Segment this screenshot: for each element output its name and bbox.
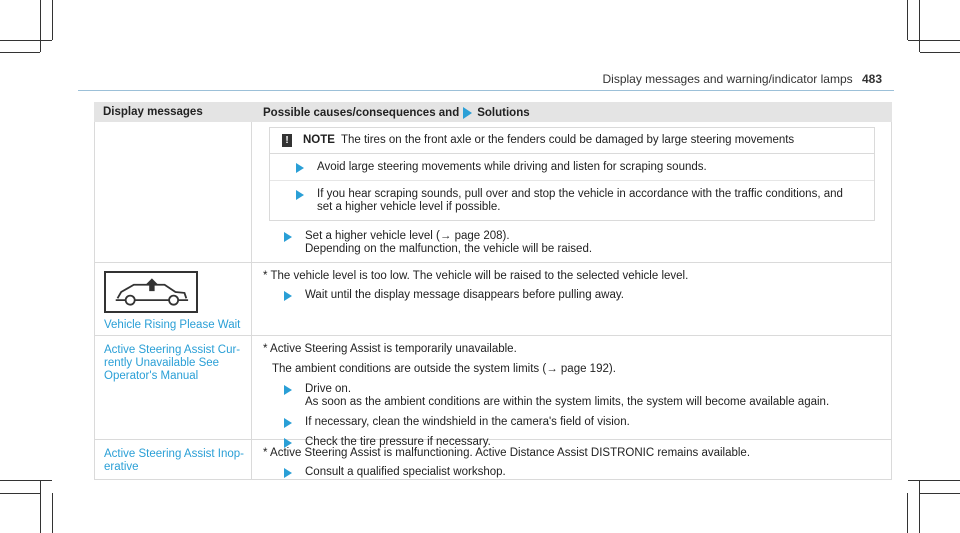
note-text: The tires on the front axle or the fenders could be damaged by large steering movements [340, 134, 795, 146]
note-item-text: Avoid large steering movements while driving and listen for scraping sounds. [317, 161, 707, 173]
header-rule [78, 90, 894, 91]
crop-mark [908, 40, 960, 41]
solution-step [263, 416, 881, 429]
note-label: NOTE [303, 134, 335, 146]
solution-step [263, 383, 881, 409]
step-arrow-icon [296, 163, 304, 173]
note-box [269, 127, 875, 221]
note-header [270, 128, 874, 154]
cause-text: * Active Steering Assist is malfunctioning. Active Distance Assist DISTRONIC remains available. [263, 447, 751, 459]
crop-mark [0, 40, 52, 41]
solution-cell [252, 263, 892, 335]
crop-mark [920, 52, 960, 53]
page-number: 483 [861, 72, 882, 86]
crop-mark [919, 480, 920, 533]
vehicle-raise-icon [104, 271, 198, 313]
page-header [603, 72, 883, 86]
note-item-line: If you hear scraping sounds, pull over and stop the vehicle in accordance with the traffic conditions, and [317, 188, 843, 200]
table-header [94, 102, 892, 122]
display-message-line: Active Steering Assist Cur- [104, 344, 241, 356]
note-item [270, 154, 874, 181]
crop-mark [40, 480, 41, 533]
table-row [94, 336, 892, 448]
crop-mark [0, 493, 40, 494]
display-message-line: Active Steering Assist Inop- [104, 448, 244, 460]
step-text: Wait until the display message disappears before pulling away. [305, 289, 624, 301]
solution-step [263, 289, 881, 302]
step-line: As soon as the ambient conditions are within the system limits, the system will become available again. [305, 396, 830, 408]
step-arrow-icon [284, 418, 292, 428]
section-title: Display messages and warning/indicator lamps [602, 72, 853, 86]
crop-mark [0, 52, 40, 53]
cause-text: * The vehicle level is too low. The vehicle will be raised to the selected vehicle level. [263, 270, 689, 282]
step-line: Drive on. [305, 383, 352, 395]
solution-step [263, 466, 881, 479]
col-header-causes [252, 102, 892, 122]
table-row [94, 122, 892, 263]
solution-arrow-icon [463, 107, 472, 119]
step-text: Consult a qualified specialist workshop. [305, 466, 506, 478]
note-item [270, 181, 874, 220]
crop-mark [52, 493, 53, 533]
crop-mark [908, 480, 960, 481]
step-arrow-icon [284, 291, 292, 301]
step-arrow-icon [284, 468, 292, 478]
message-cell [94, 336, 252, 439]
crop-mark [52, 0, 53, 40]
step-arrow-icon [284, 385, 292, 395]
crop-mark [907, 0, 908, 40]
display-message: Vehicle Rising Please Wait [104, 319, 241, 331]
step-arrow-icon [284, 232, 292, 242]
note-item-line: set a higher vehicle level if possible. [317, 201, 501, 213]
solution-cell [252, 122, 892, 262]
cause-text: * Active Steering Assist is temporarily unavailable. [263, 343, 517, 355]
crop-mark [40, 0, 41, 52]
step-arrow-icon [296, 190, 304, 200]
display-message-line: Operator's Manual [104, 370, 199, 382]
step-text: If necessary, clean the windshield in the camera's field of vision. [305, 416, 630, 428]
crop-mark [0, 480, 52, 481]
solution-cell [252, 336, 892, 448]
solution-step [263, 230, 881, 256]
message-cell [94, 263, 252, 335]
display-messages-table [94, 102, 892, 480]
col-header-messages: Display messages [103, 106, 203, 118]
step-line: Set a higher vehicle level (→ page 208). [305, 230, 510, 242]
cause-extra: The ambient conditions are outside the system limits (→ page 192). [272, 363, 616, 375]
note-item-text [317, 188, 843, 214]
message-cell [94, 440, 252, 479]
solution-cell [252, 440, 892, 479]
warning-icon: ! [282, 134, 292, 147]
step-text [305, 383, 829, 409]
display-message-line: rently Unavailable See [104, 357, 220, 369]
table-row [94, 263, 892, 336]
table-row [94, 440, 892, 480]
crop-mark [919, 0, 920, 52]
step-line: Depending on the malfunction, the vehicle will be raised. [305, 243, 593, 255]
step-text [305, 230, 592, 256]
message-cell [94, 122, 252, 262]
col-header-solutions-label: Solutions [477, 107, 530, 119]
step-text: Check the tire pressure if necessary. [305, 436, 491, 448]
col-header-causes-label: Possible causes/consequences and [263, 107, 460, 119]
crop-mark [907, 493, 908, 533]
crop-mark [920, 493, 960, 494]
display-message-line: erative [104, 461, 139, 473]
